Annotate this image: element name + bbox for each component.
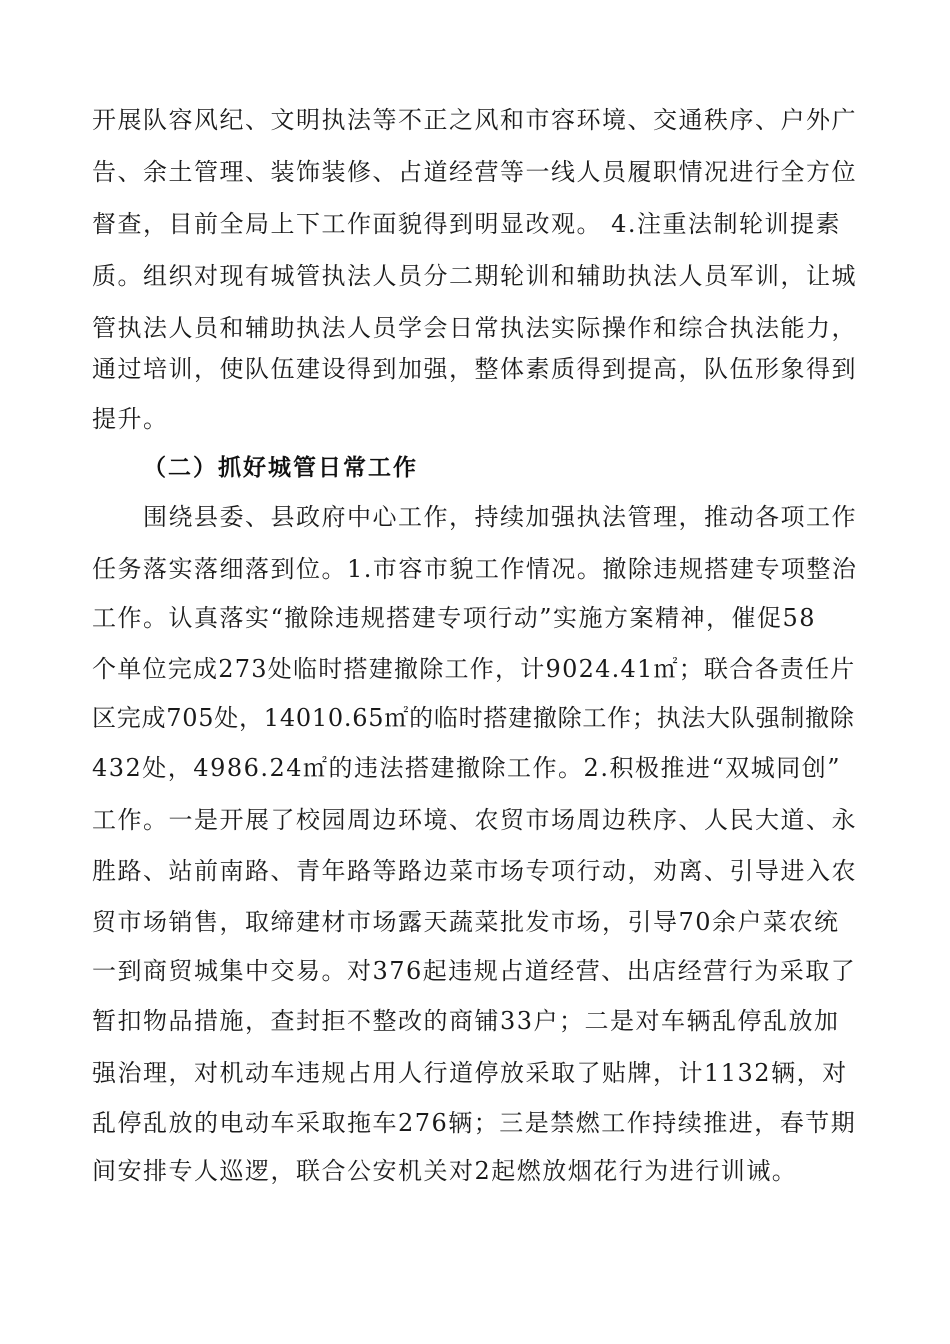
paragraph-1-line: 管执法人员和辅助执法人员学会日常执法实际操作和综合执法能力， <box>92 314 857 342</box>
paragraph-2-line: 胜路、站前南路、青年路等路边菜市场专项行动，劝离、引导进入农 <box>92 857 857 885</box>
paragraph-1-line: 通过培训，使队伍建设得到加强，整体素质得到提高，队伍形象得到 <box>92 355 857 383</box>
paragraph-1-line: 督查，目前全局上下工作面貌得到明显改观。 4.注重法制轮训提素 <box>92 210 842 238</box>
paragraph-1-line: 告、余土管理、装饰装修、占道经营等一线人员履职情况进行全方位 <box>92 158 857 186</box>
paragraph-2-line: 个单位完成273处临时搭建撤除工作，计9024.41㎡；联合各责任片 <box>92 655 856 683</box>
paragraph-2-line: 贸市场销售，取缔建材市场露天蔬菜批发市场，引导70余户菜农统 <box>92 908 840 936</box>
paragraph-2-line: 432处，4986.24㎡的违法搭建撤除工作。2.积极推进“双城同创” <box>92 754 841 782</box>
paragraph-2-line: 工作。认真落实“撤除违规搭建专项行动”实施方案精神，催促58 <box>92 604 817 632</box>
paragraph-2-line: 一到商贸城集中交易。对376起违规占道经营、出店经营行为采取了 <box>92 957 857 985</box>
paragraph-2-line: 工作。一是开展了校园周边环境、农贸市场周边秩序、人民大道、永 <box>92 806 857 834</box>
paragraph-1-line: 提升。 <box>92 405 169 433</box>
paragraph-2-line: 任务落实落细落到位。1.市容市貌工作情况。撤除违规搭建专项整治 <box>92 555 858 583</box>
paragraph-1-line: 开展队容风纪、文明执法等不正之风和市容环境、交通秩序、户外广 <box>92 106 857 134</box>
paragraph-2-line: 区完成705处，14010.65㎡的临时搭建撤除工作；执法大队强制撤除 <box>92 704 855 732</box>
paragraph-2-line: 强治理，对机动车违规占用人行道停放采取了贴牌，计1132辆，对 <box>92 1059 848 1087</box>
paragraph-2-line: 间安排专人巡逻，联合公安机关对2起燃放烟花行为进行训诫。 <box>92 1157 798 1185</box>
section-heading: （二）抓好城管日常工作 <box>143 455 418 481</box>
paragraph-1-line: 质。组织对现有城管执法人员分二期轮训和辅助执法人员军训，让城 <box>92 262 857 290</box>
paragraph-2-line: 暂扣物品措施，查封拒不整改的商铺33户；二是对车辆乱停乱放加 <box>92 1007 840 1035</box>
paragraph-2-line: 围绕县委、县政府中心工作，持续加强执法管理，推动各项工作 <box>143 503 857 531</box>
paragraph-2-line: 乱停乱放的电动车采取拖车276辆；三是禁燃工作持续推进，春节期 <box>92 1109 857 1137</box>
